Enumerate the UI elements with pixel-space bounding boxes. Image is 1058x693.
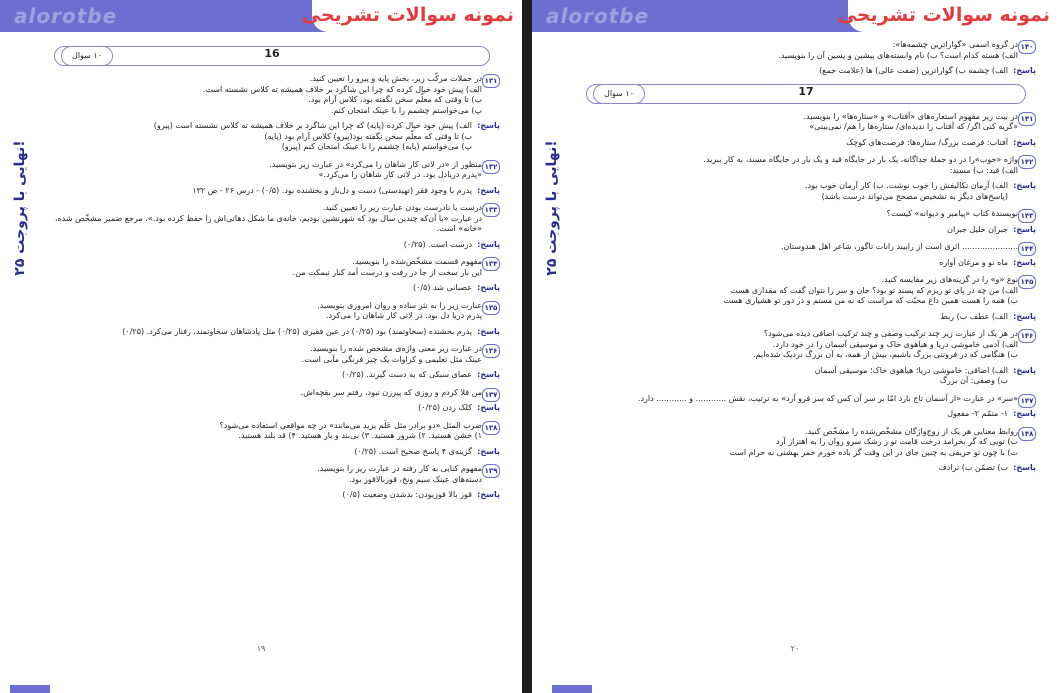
answer-label: پاسخ: — [477, 370, 500, 379]
answer-text: عصای سبکی که به دست گیرند. (۰/۲۵) — [341, 370, 472, 379]
question — [576, 394, 1036, 405]
question-text: الف) من چه در پای تو ریزم که پسند تو بود؟ جان و سر را نتوان گفت که مقداری هست — [730, 285, 1018, 295]
answer — [576, 409, 1036, 420]
question-text: نویسندهٔ کتاب «پیامبر و دیوانه» کیست؟ — [886, 209, 1018, 218]
question — [576, 242, 1036, 253]
page-content — [44, 40, 500, 508]
question-number: ۱۴۲ — [1018, 155, 1036, 169]
question-number: ۱۳۵ — [482, 301, 500, 315]
question-text: در بیت زیر مفهوم استعاره‌های «آفتاب» و «ستاره‌ها» را بنویسید. — [803, 111, 1018, 121]
answer-text: پدرم با وجود فقر (تهیدستی) دست و دل‌باز و بخشنده بود. (۰/۵) - درس ۲۶ - ص ۱۳۲ — [192, 185, 472, 195]
answer-label: پاسخ: — [477, 121, 500, 130]
question-number: ۱۳۲ — [482, 160, 500, 174]
question-text: الف) قید: ب) مسند: — [949, 165, 1018, 175]
question-number: ۱۴۳ — [1018, 209, 1036, 223]
question-text: «گریه کنی اگر/ که آفتاب را ندیده‌ای/ ستاره‌ها را هم/ نمی‌بینی» — [809, 122, 1018, 131]
question — [576, 112, 1036, 133]
question-number: ۱۴۴ — [1018, 242, 1036, 256]
answer — [44, 186, 500, 197]
answer-text: کلک زدن (۰/۲۵) — [418, 403, 472, 412]
question-text: ب) همه را هست همین داغ محبّت که مراست که نه من مستم و در دور تو هشیاری هست — [723, 296, 1018, 305]
question-text: الف) پیش خود خیال کرده که چرا این شاگرد بر خلاف همیشه ته کلاس نشسته است. — [202, 84, 482, 94]
side-label: ۲۵ نهایی با پروجت! — [544, 140, 560, 276]
answer-text: جبران خلیل جبران — [947, 224, 1008, 234]
question-text: عبارت زیر را به نثر ساده و روان امروزی بنویسید. — [317, 300, 482, 310]
question-text: منظور از «در لاتی کار شاهان را می‌کرد» در عبارت زیر بنویسید. — [269, 159, 482, 169]
answer-text: ب) وصفی: آن بزرگ — [939, 376, 1008, 385]
answer — [44, 447, 500, 458]
answer — [44, 370, 500, 381]
question-text: در عبارت زیر معنی واژه‌ی مشخص شده را بنویسید. — [310, 344, 482, 353]
page-number: ۱۹ — [256, 644, 266, 653]
set-number: 16 — [264, 47, 280, 60]
question-text: ...................... اثری است از رابیند رانات تاگور، شاعر اهل هندوستان. — [781, 242, 1018, 251]
question-number: ۱۳۹ — [482, 464, 500, 478]
question-number: ۱۳۴ — [482, 257, 500, 271]
question-text: روابط معنایی هر یک از زوج‌واژگان مشخّص‌شده را مشخّص کنید. — [805, 426, 1018, 436]
watermark: alorotbe — [546, 4, 650, 28]
answer-label: پاسخ: — [1013, 181, 1036, 190]
question-number: ۱۴۵ — [1018, 275, 1036, 289]
answer — [576, 258, 1036, 269]
answer-label: پاسخ: — [1013, 66, 1036, 75]
answer — [44, 327, 500, 338]
watermark: alorotbe — [14, 4, 118, 28]
question-text: نوع «و» را در گزینه‌های زیر مقایسه کنید. — [881, 275, 1018, 284]
answer-text: ب) تضمّن ب) ترادف — [938, 463, 1008, 472]
question-text: ت) با چون تو حریفی به چنین جای در این وقت گر باده خورم خمر بهشتی نه حرام است — [729, 447, 1018, 457]
page-header — [0, 0, 522, 32]
answer — [44, 240, 500, 251]
question-text: الف) آدمی خاموشی دریا و هیاهوی خاک و موسیقی آسمان را در خود دارد. — [772, 339, 1018, 349]
answer-text: (پاسخ‌های دیگر به تشخیص مصحح می‌تواند درست باشد) — [821, 191, 1008, 201]
answer-label: پاسخ: — [1013, 311, 1036, 321]
set-number: 17 — [798, 84, 814, 98]
question-text: من قلا کردم و روزی که پیرزن نبود، رفتم سر بقچه‌اش. — [300, 387, 482, 397]
answer-label: پاسخ: — [477, 185, 500, 195]
question-text: ۱) خشن هستید. ۲) شرور هستید. ۳) بی‌بند و بار هستید. ۴) قد بلند هستید. — [238, 431, 482, 440]
answer-text: گزینه‌ی ۴ پاسخ صحیح است. (۰/۲۵) — [354, 446, 472, 456]
answer-text: ماه نو و مرغان آواره — [939, 257, 1008, 267]
answer-text: الف) آرمان تکالیفش را خوب نوشت. ب) کار آرمان خوب بود. — [804, 181, 1008, 190]
question-text: «سر» در عبارت «از آسمان تاج بارد امّا بر سر آن کس که سر فرو آرد» به ترتیب، نقش ............ و ............ دارد. — [637, 393, 1018, 403]
answer-label: پاسخ: — [1013, 137, 1036, 147]
question-number: ۱۳۶ — [482, 344, 500, 358]
answer-text: پدرم بخشنده (سخاوتمند) بود (۰/۲۵) در عین فقیری (۰/۲۵) مثل پادشاهان سخاوتمند، رفتار می‌کرد. (۰/۲۵) — [122, 326, 472, 336]
answer — [44, 490, 500, 501]
answer-label: پاسخ: — [1013, 224, 1036, 234]
answer-label: پاسخ: — [1013, 257, 1036, 267]
question — [44, 344, 500, 365]
question-number: ۱۴۱ — [1018, 112, 1036, 126]
answer — [576, 181, 1036, 202]
question — [44, 421, 500, 442]
question — [44, 301, 500, 322]
question-text: دسته‌های عینک سیم ونخ، قوزبالاقوز بود. — [349, 474, 482, 484]
question-text: پدرم دریا دل بود. در لاتی کار شاهان را می‌کرد. — [325, 311, 482, 320]
answer-text: الف) چشمه ب) گواراترین (صفت عالی) ها (علامت جمع) — [819, 66, 1008, 75]
answer-text: الف) عطف ب) ربط — [940, 311, 1008, 321]
question-number: ۱۴۶ — [1018, 329, 1036, 343]
answer-label: پاسخ: — [1013, 365, 1036, 375]
question — [576, 209, 1036, 220]
answer — [576, 138, 1036, 149]
answer-label: پاسخ: — [477, 446, 500, 456]
answer — [576, 66, 1036, 77]
question-text: پ) می‌خواستم چشمم را با عینک امتحان کنم. — [330, 105, 482, 115]
question — [576, 427, 1036, 459]
answer — [576, 225, 1036, 236]
answer-label: پاسخ: — [477, 326, 500, 336]
answer-text: ۱- متمّم ۲- مفعول — [947, 409, 1008, 418]
question — [576, 275, 1036, 307]
question — [44, 203, 500, 235]
question-text: الف) هسته کدام است؟ ب) نام وابسته‌های پیشین و پسین آن را بنویسید. — [778, 50, 1018, 60]
question-set-box — [54, 46, 490, 66]
answer-text: درست است. (۰/۲۵) — [403, 239, 472, 249]
set-count: ۱۰ سوال — [593, 84, 645, 104]
answer-label: پاسخ: — [477, 283, 500, 292]
answer-text: قوز بالا قوزبودن: بدشدن وضعیت (۰/۵) — [342, 490, 472, 499]
answer-label: پاسخ: — [1013, 463, 1036, 472]
answer-label: پاسخ: — [1013, 409, 1036, 418]
question-set-box — [586, 84, 1026, 104]
answer-label: پاسخ: — [477, 403, 500, 412]
question-text: ب) هنگامی که در فروتنی بزرگ باشیم، بیش از همه، به آن بزرگ نزدیک شده‌ایم. — [753, 350, 1018, 359]
answer-label: پاسخ: — [477, 239, 500, 249]
question-number: ۱۴۷ — [1018, 394, 1036, 408]
answer-text: ب) تا وقتی که معلّم سخن نگفته بود(پیرو) کلاس آرام بود (پایه) — [264, 131, 472, 141]
page-20 — [532, 0, 1058, 693]
question-number: ۱۳۱ — [482, 74, 500, 88]
question — [44, 74, 500, 116]
answer-text: الف) پیش خود خیال کرده (پایه) که چرا این شاگرد بر خلاف همیشه ته کلاس نشسته است (پیرو) — [153, 121, 472, 130]
question-text: ب) تویی که گر بخرامد درخت قامت تو ز رشک سرو روان را به اهتزاز آرد — [776, 437, 1018, 446]
page-number: ۲۰ — [790, 644, 800, 653]
question — [44, 464, 500, 485]
question-text: در هر یک از عبارت زیر چند ترکیب وصفی و چند ترکیب اضافی دیده می‌شود؟ — [763, 329, 1018, 338]
gutter — [522, 0, 532, 693]
page-header — [532, 0, 1058, 32]
question-text: درست یا نادرست بودن عبارت زیر را تعیین کنید. — [322, 203, 482, 212]
question-text: این بار سخت از جا در رفت و درست آمد کنار نیمکت من. — [292, 267, 482, 277]
question-text: ضرب المثل «دو برادر مثل عَلَم یزید می‌مانند» در چه مواقعی استفاده می‌شود؟ — [219, 420, 482, 430]
question-text: ب) تا وقتی که معلّم سخن نگفته بود، کلاس آرام بود. — [308, 95, 482, 104]
page-title: نمونه سوالات تشریحی — [837, 4, 1050, 26]
answer-text: عصبانی شد (۰/۵) — [413, 283, 472, 292]
page-title: نمونه سوالات تشریحی — [301, 4, 514, 26]
page-content — [576, 40, 1036, 481]
answer — [44, 283, 500, 294]
side-label: ۲۵ نهایی با پروجت! — [12, 140, 28, 276]
question-text: در گروه اسمی «گواراترین چشمه‌ها»: — [892, 40, 1018, 49]
question-text: مفهوم قسمت مشخّص‌شده را بنویسید. — [352, 257, 482, 266]
answer — [576, 366, 1036, 387]
question-text: مفهوم کنایی به کار رفته در عبارت زیر را بنویسید. — [317, 464, 482, 473]
question-text: «پدرم دریادل بود. در لاتی کار شاهان را می‌کرد.» — [318, 170, 482, 179]
question-number: ۱۳۸ — [482, 421, 500, 435]
question-text: عینک مثل تعلیمی و کراوات یک چیز فرنگی مآبی است. — [301, 354, 482, 364]
question — [44, 257, 500, 278]
answer — [576, 463, 1036, 474]
question-text: در جملات مرکّب زیر، بخش پایه و پیرو را تعیین کنید. — [309, 74, 482, 83]
question-number: ۱۳۳ — [482, 203, 500, 217]
answer-text: پ) می‌خواستم (پایه) چشمم را با عینک امتحان کنم (پیرو) — [281, 142, 472, 151]
page-19 — [0, 0, 522, 693]
question-text: واژه «خوب»‌را در دو جملهٔ جداگانه، یک بار در جایگاه قید و یک بار در جایگاه مسند، به کار ببرید. — [703, 155, 1018, 164]
answer — [44, 403, 500, 414]
answer — [44, 121, 500, 153]
set-count: ۱۰ سوال — [61, 46, 113, 66]
answer — [576, 312, 1036, 323]
answer-text: الف) اضافی: خاموشی دریا؛ هیاهوی خاک؛ موسیقی آسمان — [814, 365, 1008, 375]
question — [576, 40, 1036, 61]
question — [44, 160, 500, 181]
question-number: ۱۴۰ — [1018, 40, 1036, 54]
question — [44, 388, 500, 399]
question — [576, 329, 1036, 361]
question-number: ۱۳۷ — [482, 388, 500, 402]
question-text: در عبارت «با آن‌که چندین سال بود که شهرنشین بودیم، خانه‌ی ما شکل دهاتی‌اش را حفظ کرده بود.»، مرجع ضمیر مشخّص شده، «خانه» است. — [54, 213, 482, 233]
question — [576, 155, 1036, 176]
question-number: ۱۴۸ — [1018, 427, 1036, 441]
answer-text: آفتاب: فرصت بزرگ/ ستاره‌ها: فرصت‌های کوچک — [846, 137, 1008, 147]
answer-label: پاسخ: — [477, 490, 500, 499]
